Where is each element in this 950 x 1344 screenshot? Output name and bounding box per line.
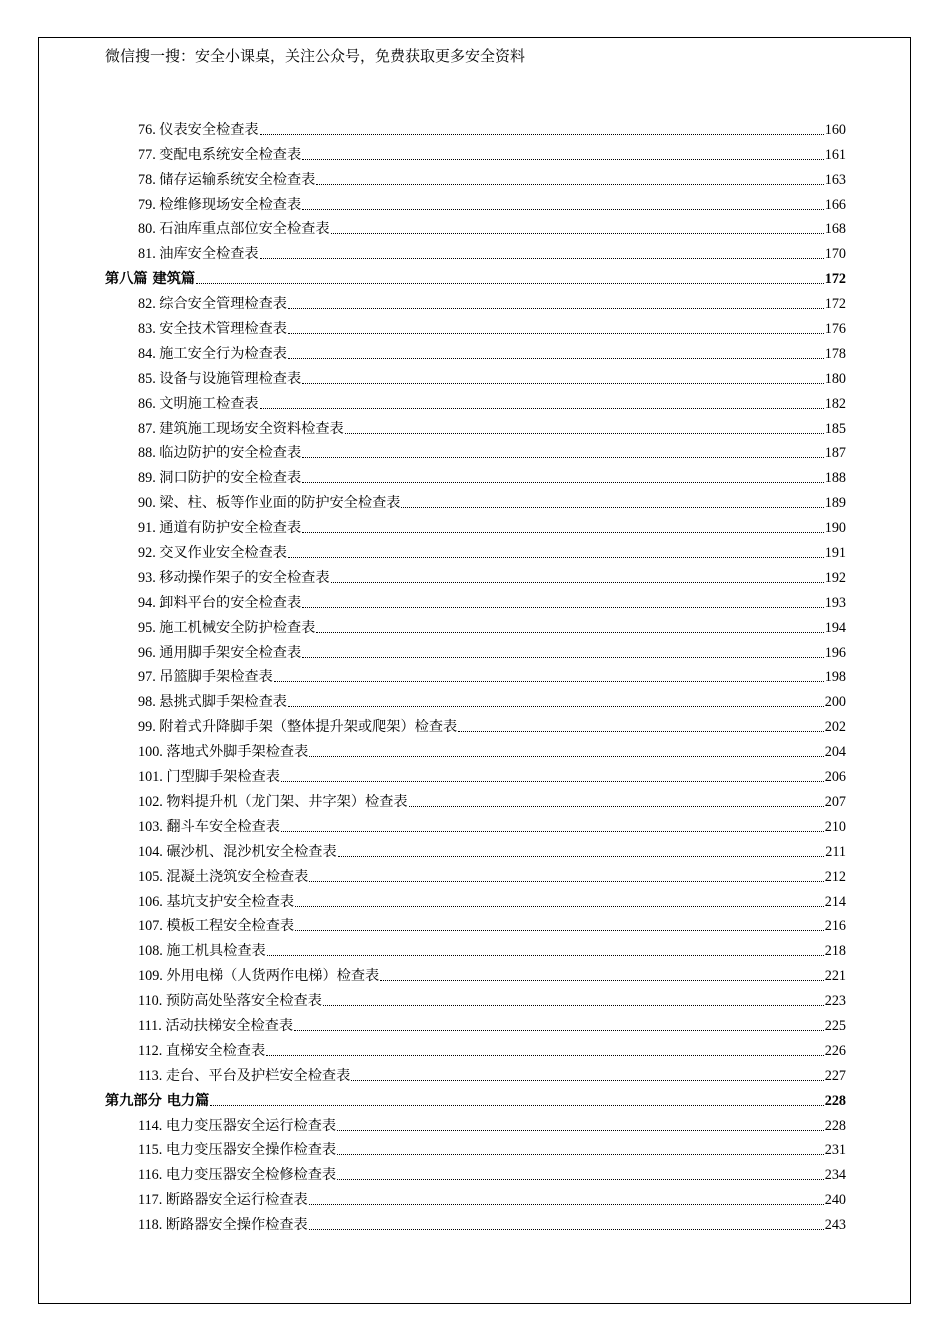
toc-entry-number: 88.: [138, 445, 160, 462]
toc-entry[interactable]: [105, 736, 846, 761]
toc-page-number: 185: [824, 420, 846, 437]
toc-title-text: 附着式升降脚手架（整体提升架或爬架）检查表: [159, 719, 458, 736]
toc-entry-title: [138, 693, 287, 711]
toc-entry-number: 112.: [138, 1042, 166, 1059]
dot-leader: [288, 557, 824, 558]
dot-leader: [260, 258, 824, 259]
toc-entry-title: [138, 1141, 336, 1159]
toc-entry[interactable]: [105, 861, 846, 886]
toc-entry-title: [138, 1017, 293, 1035]
toc-title-text: 施工机械安全防护检查表: [159, 619, 316, 636]
toc-entry[interactable]: [105, 214, 846, 239]
toc-entry-title: [138, 295, 287, 313]
dot-leader: [338, 856, 825, 857]
toc-entry-number: 77.: [138, 146, 160, 163]
toc-title-text: 预防高处坠落安全检查表: [165, 993, 322, 1010]
toc-entry[interactable]: [105, 711, 846, 736]
dot-leader: [294, 1030, 824, 1031]
toc-title-text: 设备与设施管理检查表: [159, 370, 302, 387]
dot-leader: [302, 383, 824, 384]
toc-entry-title: [138, 893, 294, 911]
toc-page-number: 198: [824, 669, 846, 686]
toc-entry-number: 76.: [138, 121, 160, 138]
toc-entry-number: 103.: [138, 818, 167, 835]
toc-page-number: 243: [824, 1217, 846, 1234]
toc-entry[interactable]: [105, 1010, 846, 1035]
table-of-contents: [105, 114, 846, 1234]
toc-entry-title: [138, 544, 287, 562]
dot-leader: [309, 1204, 824, 1205]
toc-page-number: 240: [824, 1192, 846, 1209]
toc-title-text: 施工安全行为检查表: [159, 345, 287, 362]
toc-entry-title: [138, 171, 315, 189]
toc-entry-title: [138, 569, 330, 587]
toc-entry-title: [138, 370, 301, 388]
toc-page-number: 216: [824, 918, 846, 935]
toc-title-text: 综合安全管理检查表: [159, 296, 287, 313]
toc-entry[interactable]: [105, 587, 846, 612]
toc-page-number: 187: [824, 445, 846, 462]
toc-title-text: 移动操作架子的安全检查表: [159, 569, 330, 586]
toc-entry-title: [138, 1067, 350, 1085]
toc-page-number: 223: [824, 993, 846, 1010]
dot-leader: [337, 1179, 824, 1180]
dot-leader: [309, 1229, 824, 1230]
toc-entry-number: 108.: [138, 943, 167, 960]
dot-leader: [351, 1080, 823, 1081]
toc-entry-title: [138, 793, 408, 811]
toc-entry-number: 111.: [138, 1017, 166, 1034]
dot-leader: [302, 482, 824, 483]
dot-leader: [316, 184, 823, 185]
toc-title-text: 翻斗车安全检查表: [166, 818, 280, 835]
dot-leader: [380, 980, 824, 981]
toc-page-number: 191: [824, 545, 846, 562]
toc-page-number: 231: [824, 1142, 846, 1159]
toc-entry-number: 91.: [138, 520, 160, 537]
dot-leader: [331, 233, 824, 234]
toc-entry-number: 92.: [138, 545, 160, 562]
toc-entry-title: [138, 768, 280, 786]
toc-entry[interactable]: [105, 562, 846, 587]
dot-leader: [302, 457, 824, 458]
toc-title-text: 安全技术管理检查表: [159, 321, 287, 338]
toc-page-number: 214: [824, 893, 846, 910]
toc-entry-title: [138, 668, 273, 686]
toc-entry[interactable]: [105, 537, 846, 562]
dot-leader: [302, 532, 824, 533]
toc-page-number: 170: [824, 246, 846, 263]
toc-page-number: 204: [824, 744, 846, 761]
toc-entry-title: [138, 320, 287, 338]
toc-entry-title: [138, 594, 301, 612]
dot-leader: [295, 930, 824, 931]
toc-entry-title: [138, 1166, 336, 1184]
dot-leader: [302, 607, 824, 608]
dot-leader: [288, 333, 824, 334]
toc-entry-number: 118.: [138, 1217, 166, 1234]
toc-entry-title: [138, 469, 301, 487]
toc-entry-number: 87.: [138, 420, 160, 437]
toc-entry-title: [138, 992, 322, 1010]
dot-leader: [267, 955, 824, 956]
toc-section-heading[interactable]: [105, 263, 846, 288]
toc-entry[interactable]: [105, 612, 846, 637]
toc-title-text: 交叉作业安全检查表: [159, 545, 287, 562]
toc-title-text: 通用脚手架安全检查表: [159, 644, 302, 661]
toc-title-text: 检维修现场安全检查表: [159, 196, 302, 213]
toc-title-text: 建筑施工现场安全资料检查表: [159, 420, 344, 437]
toc-entry[interactable]: [105, 238, 846, 263]
page-header: 微信搜一搜：安全小课桌，关注公众号，免费获取更多安全资料: [105, 47, 526, 65]
toc-entry-title: [138, 146, 301, 164]
toc-page-number: 226: [824, 1042, 846, 1059]
dot-leader: [309, 756, 823, 757]
toc-entry[interactable]: [105, 512, 846, 537]
dot-leader: [302, 159, 824, 160]
toc-entry[interactable]: [105, 338, 846, 363]
toc-entry-title: [138, 1191, 308, 1209]
toc-page-number: 196: [824, 644, 846, 661]
toc-entry-number: 100.: [138, 744, 167, 761]
toc-title-text: 变配电系统安全检查表: [159, 146, 302, 163]
toc-entry-number: 93.: [138, 569, 160, 586]
toc-page-number: 189: [824, 495, 846, 512]
toc-entry-number: 99.: [138, 719, 160, 736]
toc-entry-number: 89.: [138, 470, 160, 487]
toc-title-text: 断路器安全运行检查表: [165, 1192, 308, 1209]
toc-entry-number: 82.: [138, 296, 160, 313]
toc-title-text: 混凝土浇筑安全检查表: [166, 868, 309, 885]
toc-entry-title: [138, 196, 301, 214]
toc-entry-title: [138, 843, 337, 861]
toc-entry-number: 104.: [138, 843, 167, 860]
dot-leader: [302, 657, 824, 658]
toc-title-text: 碾沙机、混沙机安全检查表: [166, 843, 337, 860]
toc-entry-title: [138, 345, 287, 363]
toc-entry[interactable]: [105, 139, 846, 164]
toc-entry-title: [138, 121, 259, 139]
toc-page-number: 211: [825, 843, 846, 860]
toc-title-text: 悬挑式脚手架检查表: [159, 694, 287, 711]
toc-title-text: 走台、平台及护栏安全检查表: [165, 1067, 351, 1084]
toc-entry-number: 86.: [138, 395, 160, 412]
toc-title-text: 梁、柱、板等作业面的防护安全检查表: [159, 495, 401, 512]
toc-entry[interactable]: [105, 1209, 846, 1234]
toc-entry-title: [138, 1216, 308, 1234]
toc-entry-number: 105.: [138, 868, 167, 885]
toc-title-text: 仪表安全检查表: [159, 121, 259, 138]
toc-entry[interactable]: [105, 935, 846, 960]
toc-entry[interactable]: [105, 911, 846, 936]
toc-title-text: 文明施工检查表: [159, 395, 259, 412]
toc-page-number: 202: [824, 719, 846, 736]
toc-entry-title: [138, 818, 280, 836]
toc-title-text: 电力变压器安全运行检查表: [165, 1117, 337, 1134]
toc-title-text: 第九部分 电力篇: [105, 1092, 210, 1109]
dot-leader: [210, 1105, 823, 1106]
toc-title-text: 临边防护的安全检查表: [159, 445, 302, 462]
toc-title-text: 石油库重点部位安全检查表: [159, 221, 330, 238]
toc-page-number: 227: [824, 1067, 846, 1084]
dot-leader: [337, 1130, 824, 1131]
toc-entry[interactable]: [105, 1110, 846, 1135]
toc-entry-number: 109.: [138, 968, 167, 985]
toc-entry-title: [138, 519, 301, 537]
toc-title-text: 落地式外脚手架检查表: [166, 744, 309, 761]
toc-page-number: 206: [824, 769, 846, 786]
toc-entry-title: [138, 444, 301, 462]
toc-entry[interactable]: [105, 462, 846, 487]
toc-entry[interactable]: [105, 1060, 846, 1085]
toc-entry[interactable]: [105, 811, 846, 836]
toc-entry[interactable]: [105, 985, 846, 1010]
toc-page-number: 228: [824, 1117, 846, 1134]
toc-entry[interactable]: [105, 1035, 846, 1060]
toc-title-text: 电力变压器安全检修检查表: [165, 1167, 337, 1184]
dot-leader: [302, 209, 824, 210]
toc-entry-number: 85.: [138, 370, 160, 387]
dot-leader: [288, 358, 824, 359]
toc-title-text: 物料提升机（龙门架、井字架）检查表: [166, 793, 408, 810]
toc-title-text: 断路器安全操作检查表: [165, 1217, 308, 1234]
dot-leader: [288, 308, 824, 309]
toc-entry-number: 97.: [138, 669, 160, 686]
toc-entry-title: [138, 1117, 336, 1135]
toc-entry[interactable]: [105, 189, 846, 214]
toc-entry-number: 81.: [138, 246, 160, 263]
toc-entry-number: 90.: [138, 495, 160, 512]
dot-leader: [274, 681, 824, 682]
toc-entry-title: [138, 1042, 265, 1060]
dot-leader: [331, 582, 824, 583]
toc-title-text: 门型脚手架检查表: [166, 769, 280, 786]
toc-page-number: 190: [824, 520, 846, 537]
toc-entry[interactable]: [105, 786, 846, 811]
toc-entry[interactable]: [105, 438, 846, 463]
toc-entry-number: 115.: [138, 1142, 166, 1159]
toc-entry-title: [138, 644, 301, 662]
dot-leader: [196, 283, 824, 284]
toc-entry-title: [105, 270, 195, 288]
toc-title-text: 模板工程安全检查表: [166, 918, 295, 935]
toc-title-text: 电力变压器安全操作检查表: [165, 1142, 337, 1159]
toc-title-text: 卸料平台的安全检查表: [159, 594, 302, 611]
toc-entry[interactable]: [105, 388, 846, 413]
toc-page-number: 207: [824, 793, 846, 810]
toc-entry-title: [138, 220, 330, 238]
toc-page-number: 166: [824, 196, 846, 213]
dot-leader: [295, 906, 824, 907]
dot-leader: [401, 507, 823, 508]
toc-entry[interactable]: [105, 313, 846, 338]
toc-title-text: 外用电梯（人货两作电梯）检查表: [166, 968, 380, 985]
toc-entry-number: 102.: [138, 793, 167, 810]
dot-leader: [458, 731, 823, 732]
toc-page-number: 160: [824, 121, 846, 138]
toc-entry-title: [138, 420, 344, 438]
toc-entry-number: 78.: [138, 171, 160, 188]
toc-title-text: 基坑支护安全检查表: [166, 893, 295, 910]
toc-title-text: 洞口防护的安全检查表: [159, 470, 302, 487]
toc-entry[interactable]: [105, 686, 846, 711]
toc-page-number: 172: [824, 271, 846, 288]
toc-page-number: 194: [824, 619, 846, 636]
toc-page-number: 172: [824, 296, 846, 313]
toc-entry-number: 79.: [138, 196, 160, 213]
toc-entry-number: 84.: [138, 345, 160, 362]
toc-section-heading[interactable]: [105, 1085, 846, 1110]
toc-entry-number: 94.: [138, 594, 160, 611]
toc-entry[interactable]: [105, 487, 846, 512]
toc-title-text: 第八篇 建筑篇: [105, 271, 196, 288]
toc-entry[interactable]: [105, 1159, 846, 1184]
toc-entry-number: 101.: [138, 769, 167, 786]
toc-entry[interactable]: [105, 114, 846, 139]
toc-page-number: 163: [824, 171, 846, 188]
toc-page-number: 193: [824, 594, 846, 611]
dot-leader: [281, 781, 824, 782]
toc-entry[interactable]: [105, 363, 846, 388]
toc-entry-number: 106.: [138, 893, 167, 910]
toc-entry[interactable]: [105, 836, 846, 861]
toc-entry[interactable]: [105, 662, 846, 687]
dot-leader: [260, 408, 824, 409]
toc-entry-title: [138, 942, 266, 960]
toc-page-number: 221: [824, 968, 846, 985]
dot-leader: [337, 1154, 824, 1155]
dot-leader: [266, 1055, 824, 1056]
dot-leader: [288, 706, 824, 707]
dot-leader: [260, 134, 824, 135]
toc-entry-number: 117.: [138, 1192, 166, 1209]
toc-entry-title: [138, 917, 294, 935]
toc-entry[interactable]: [105, 288, 846, 313]
dot-leader: [281, 831, 824, 832]
toc-entry-number: 110.: [138, 993, 166, 1010]
toc-entry[interactable]: [105, 761, 846, 786]
toc-title-text: 施工机具检查表: [166, 943, 266, 960]
dot-leader: [323, 1005, 824, 1006]
toc-title-text: 通道有防护安全检查表: [159, 520, 302, 537]
toc-entry-number: 96.: [138, 644, 160, 661]
toc-page-number: 178: [824, 345, 846, 362]
toc-entry-number: 114.: [138, 1117, 166, 1134]
toc-entry-number: 80.: [138, 221, 160, 238]
toc-entry-title: [105, 1092, 209, 1110]
toc-entry-number: 107.: [138, 918, 167, 935]
toc-entry-title: [138, 743, 308, 761]
toc-page-number: 180: [824, 370, 846, 387]
toc-entry[interactable]: [105, 637, 846, 662]
toc-entry-title: [138, 868, 308, 886]
toc-entry[interactable]: [105, 164, 846, 189]
toc-title-text: 油库安全检查表: [159, 246, 259, 263]
toc-entry-title: [138, 967, 379, 985]
toc-entry-title: [138, 494, 400, 512]
toc-page-number: 218: [824, 943, 846, 960]
dot-leader: [409, 806, 824, 807]
toc-page-number: 176: [824, 321, 846, 338]
toc-title-text: 活动扶梯安全检查表: [165, 1017, 294, 1034]
toc-title-text: 吊篮脚手架检查表: [159, 669, 273, 686]
toc-entry-number: 113.: [138, 1067, 166, 1084]
toc-entry-number: 116.: [138, 1167, 166, 1184]
toc-entry-number: 83.: [138, 321, 160, 338]
toc-page-number: 168: [824, 221, 846, 238]
toc-entry[interactable]: [105, 1184, 846, 1209]
toc-page-number: 182: [824, 395, 846, 412]
toc-entry-number: 98.: [138, 694, 160, 711]
toc-page-number: 234: [824, 1167, 846, 1184]
toc-entry-title: [138, 619, 315, 637]
dot-leader: [345, 433, 824, 434]
toc-entry-title: [138, 395, 259, 413]
toc-entry-title: [138, 245, 259, 263]
toc-title-text: 直梯安全检查表: [165, 1042, 266, 1059]
toc-page-number: 225: [824, 1017, 846, 1034]
toc-page-number: 161: [824, 146, 846, 163]
toc-page-number: 200: [824, 694, 846, 711]
toc-entry[interactable]: [105, 1135, 846, 1160]
dot-leader: [316, 632, 823, 633]
dot-leader: [309, 881, 823, 882]
toc-page-number: 212: [824, 868, 846, 885]
toc-page-number: 228: [824, 1092, 846, 1109]
toc-entry-number: 95.: [138, 619, 160, 636]
toc-page-number: 192: [824, 569, 846, 586]
toc-entry-title: [138, 718, 457, 736]
toc-title-text: 储存运输系统安全检查表: [159, 171, 316, 188]
toc-entry[interactable]: [105, 960, 846, 985]
toc-page-number: 210: [824, 818, 846, 835]
toc-entry[interactable]: [105, 886, 846, 911]
toc-entry[interactable]: [105, 413, 846, 438]
toc-page-number: 188: [824, 470, 846, 487]
